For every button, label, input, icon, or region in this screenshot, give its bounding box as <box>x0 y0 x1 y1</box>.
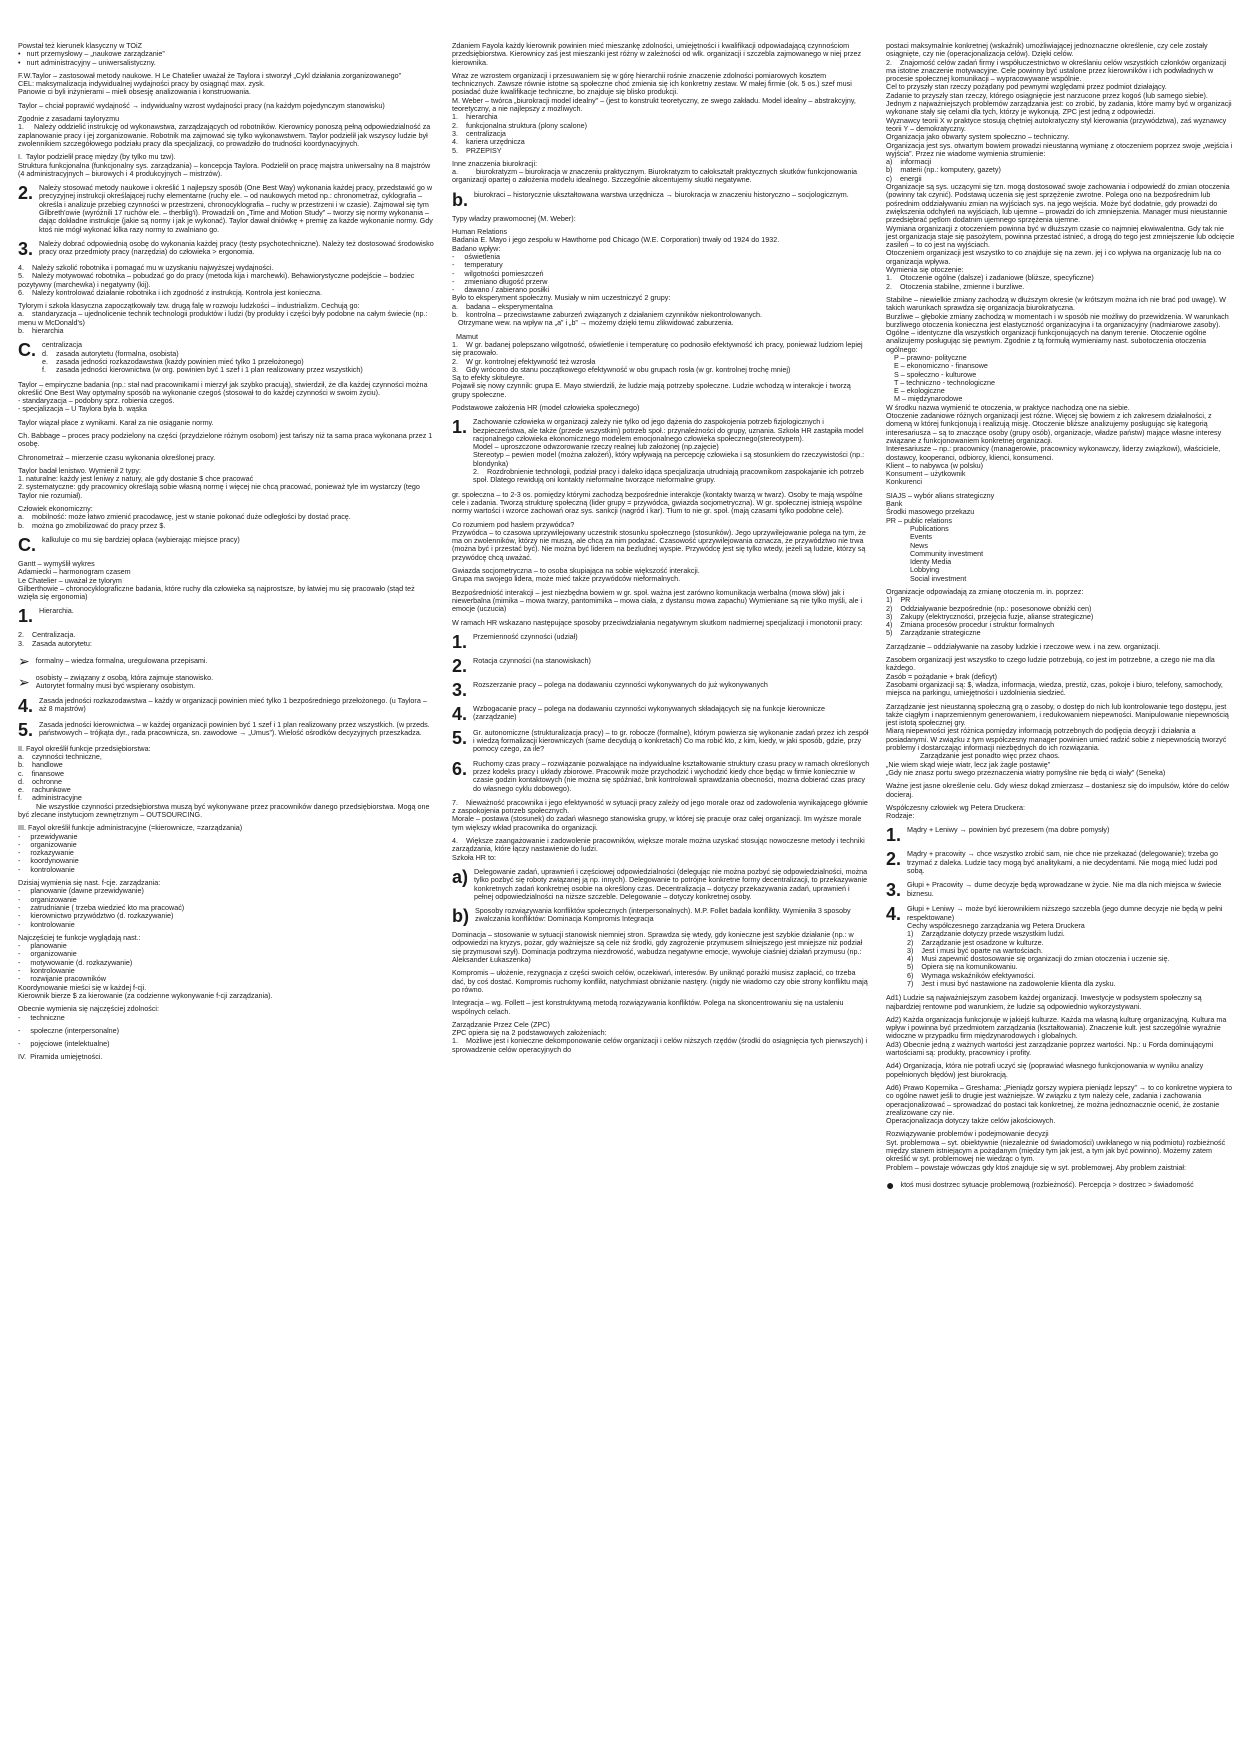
paragraph: 4. Należy szkolić robotnika i pomagać mu w uzyskaniu najwyższej wydajności. 5. Należy motywować robotnika – pobudzać go do pracy (metoda kija i marchewki). Behawiorystyczne podejście – bodziec pozytywny (marchewka) i negatywny (kij). 6. Należy kontrolować działanie robotnika i ich zgodność z instrukcją. Kontrola jest konieczna. <box>18 262 415 297</box>
paragraph: - społeczne (interpersonalne) <box>18 1025 120 1035</box>
item-text: Hierarchia. <box>39 606 74 616</box>
item-text: Gr. autonomiczne (strukturalizacja pracy) – to gr. robocze (formalne), którym powierza się wykonanie zadań przez ich zespół i wiedzą formalizacji kierowniczych (same decydują o konkretach) Co ma robić kto, z kim, kiedy, w jaki sposób, gdzie, przy pomocy czego, za ile? <box>473 727 871 754</box>
paragraph: Obecnie wymienia się najczęściej zdolności: - techniczne <box>18 1004 160 1022</box>
item-text: Zasada jedności kierownictwa – w każdej organizacji powinien być 1 szef i 1 plan realizowany przez wszystkich. (w przeds. państwowych – trójkąta dyr., rada pracownicza, sn. zawodowe → „Umus”). Wielość ośrodków decyzyjnych przeszkadza. <box>39 719 432 737</box>
paragraph: W ramach HR wskazano następujące sposoby przeciwdziałania negatywnym skutkom nadmiernej specjalizacji i monotonii pracy: <box>452 617 863 627</box>
arrow-right-icon: ➢ <box>18 653 30 670</box>
item-text: ktoś musi dostrzec sytuacje problemową (rozbieżność). Percepcja > dostrzec > świadomość <box>900 1179 1194 1189</box>
item-number: 2. <box>886 849 902 870</box>
item-letter: C. <box>18 340 36 361</box>
paragraph: 7. Nieważność pracownika i jego efektywność w sytuacji pracy zależy od jego morale oraz od zadowolenia wynikającego głównie z zaspokojenia potrzeb społecznych. Morale – postawa (stosunek) do zadań własnego stanowiska grupy, w której się pracuje oraz całej organizacji. Im wyższe morale tym większy wkład pracownika do organizacji. <box>452 797 868 832</box>
paragraph: Zasobem organizacji jest wszystko to czego ludzie potrzebują, co jest im potrzebne, a czego nie ma dla każdego. Zasób = pożądanie + brak (deficyt) Zasobami organizacji są: $, władza, informacja, wiedza, prestiż, czas, pokoje i biuro, telefony, samochody, miejsca na parkingu, umiejętności i uzdolnienia siedzieć. <box>886 655 1223 698</box>
paragraph: I. Taylor podzielił pracę między (by tylko mu tzw). Struktura funkcjonalna (funkcjonalny sys. zarządzania) – koncepcja Taylora. Podzielił on pracę majstra uniwersalny na 8 majstrów (4 administracyjnych – biurowych i 4 produkcyjnych – mistrzów). <box>18 152 431 178</box>
item-text: Ruchomy czas pracy – rozwiązanie pozwalające na indywidualne kształtowanie struktury czasu pracy w ramach określonych przez kodeks pracy i układy zbiorowe. Pracownik może przychodzić i wychodzić kiedy chce będąc w firmie koniecznie w czasie godzin kontaktowych (nie można się spóźniać, bnk kontrolowali sprawdzania obecności, można dobierać czas pracy do własnego cyklu dobowego). <box>473 758 872 793</box>
item-number: 5. <box>452 727 468 748</box>
paragraph: Najczęściej te funkcje wyglądają nast.: - planowanie - organizowanie - motywowanie (d. rozkazywanie) - kontrolowanie - rozwijanie pracowników Koordynowanie mieści się w każdej f-cji. Kierownik bierze $ za kierowanie (za codzienne wykonywanie f-cji zarządzania). <box>18 932 273 1000</box>
bullet-icon: ● <box>886 1176 895 1193</box>
paragraph: Zgodnie z zasadami tayloryzmu 1. Należy oddzielić instrukcję od wykonawstwa, zarządzających od robotników. Kierownicy ponoszą pełną odpowiedzialność za zaplanowanie pracy i jej zorganizowanie. Robotnik ma zajmować się tylko wykonawstwem. Taylor podzielił jak wszyscy ludzie był zwolennikiem szczegółowego podziału pracy dla specjalizacji, co prowadziło do trudności koordynacyjnych. <box>18 114 431 148</box>
arrow-item <box>18 654 436 668</box>
column-middle <box>452 42 870 1734</box>
paragraph: Ad6) Prawo Kopernika – Greshama: „Pieniądz gorszy wypiera pieniądz lepszy” → to co konkretne wypiera to co ogólne nawet jeśli to drugie jest ważniejsze. W związku z tym należy cele, zadania i zachowania operacjonalizować – sprowadzać do postaci tak konkretnej, że można jednoznacznie ocenić, że zostanie zrealizowane czy nie. Operacjonalizacja dotyczy także celów jakościowych. <box>886 1082 1232 1126</box>
paragraph: Typy władzy prawomocnej (M. Weber): <box>452 213 576 223</box>
paragraph: Inne znaczenia biurokracji: a. biurokratyzm – biurokracja w znaczeniu praktycznym. Biurokratyzm to całokształt praktycznych skutków funkcjonowania organizacji opartej o założenia modelu idealnego. Szczególnie akcentujemy skutki negatywne. <box>452 158 858 185</box>
item-text: Rozszerzanie pracy – polega na dodawaniu czynności wykonywanych do już wykonywanych <box>473 679 768 689</box>
item-text: osobisty – związany z osobą, która zajmuje stanowisko. Autorytet formalny musi być wspierany osobistym. <box>35 673 214 691</box>
paragraph: Taylor – empiryczne badania (np.: stał nad pracownikami i mierzył jak szybko pracują), stwierdził, że dla każdej czynności można określić One Best Way optymalny sposób na wykonanie czegoś (stosował to do każdej czynności w swoim życiu). - standaryzacja – podobny sprz. robienia czegoś. - specjalizacja – U Taylora była b. wąska <box>18 379 428 414</box>
paragraph: Co rozumiem pod hasłem przywódca? Przywódca – to czasowa uprzywilejowany uczestnik stosunku społecznego (stosunków). Jego uprzywilejowanie polega na tym, że ma on zwolenników, którzy nie muszą, ale chcą za nim podążać. Czasowość uprzywilejowania oznacza, że przywództwo nie trwa (można być i przestać być). Nie można być liderem na bezludnej wyspie. Przywódcę jest się tylko wtedy, jeżeli są ludzie, którzy są przywódcę chcą uważać. <box>452 519 866 562</box>
numbered-item <box>452 418 870 484</box>
paragraph: III. Fayol określił funkcje administracyjne (=kierownicze, =zarządzania) - przewidywanie - organizowanie - rozkazywanie - koordynowanie - kontrolowanie <box>18 823 243 874</box>
paragraph: Ważne jest jasne określenie celu. Gdy wiesz dokąd zmierzasz – dostaniesz się do impulsów, które do celów docieraj. <box>886 781 1231 799</box>
paragraph: F.W.Taylor – zastosował metody naukowe. H Le Chatelier uważał że Taylora i stworzył „Cykl działania zorganizowanego” CEL: maksymalizacja indywidualnej wydajności pracy by osiągnąć max. zysk. Panowie ci byli inżynierami – mieli obsesję analizowania i konstruowania. <box>18 70 401 97</box>
lettered-item <box>18 536 436 554</box>
paragraph: Integracja – wg. Follett – jest konstruktywną metodą rozwiązywania konfliktów. Polega na skoncentrowaniu się na ustaleniu wspólnych celach. <box>452 998 846 1016</box>
item-number: 3. <box>18 238 34 259</box>
paragraph: Ad4) Organizacja, która nie potrafi uczyć się (poprawiać własnego funkcjonowania w wyniku analizy popełnionych błędów) jest biurokracją. <box>886 1061 1206 1079</box>
lettered-item <box>18 341 436 374</box>
arrow-item <box>18 674 436 691</box>
paragraph: Bezpośredniość interakcji – jest niezbędna bowiem w gr. społ. ważna jest zarówno komunikacja werbalna (mowa słów) jak i niewerbalna (mimika – mowa twarzy, pantomimika – mowa ciała, z dystansu mowa zapachu) Wymieniane są nie tylko myśli, ale i emocje (uczucia) <box>452 587 865 614</box>
item-number: 3. <box>886 880 902 901</box>
item-number: 3. <box>452 679 468 700</box>
paragraph: Gwiazda socjometryczna – to osoba skupiająca na sobie większość interakcji. Grupa ma swojego lidera, może mieć także przywódców nieformalnych. <box>452 566 700 584</box>
paragraph: Wraz ze wzrostem organizacji i przesuwaniem się w górę hierarchii rośnie znaczenie zdolności pomiarowych kosztem technicznych. Zawsze równie istotne są społeczne choć zmienia się ich konkretny zestaw. W małej firmie (ok. 5 os.) szef musi posiadać duże kwalifikacje techniczne, bo znajduje się blisko produkcji. M. Weber – twórca „biurokracji model idealny” – (jest to konstrukt teoretyczny, ze swego zakładu. Model idealny – abstrakcyjny, teoretyczny, a nie najlepszy z możliwych. 1. hierarchia 2. funkcjonalna struktura (plony scalone) 3. centralizacja 4. kariera urzędnicza 5. PRZEPISY <box>452 70 856 155</box>
numbered-item <box>452 705 870 723</box>
item-text: Delegowanie zadań, uprawnień i częściowej odpowiedzialności (delegując nie można pozbyć się odpowiedzialności, można tylko pozbyć się roboty związanej ją np. innych). Delegowanie to potrójne konkretne formy decentralizacji, to przekazywanie konkretnych zadań konkretnej osobie na określony czas. Decentralizacja – dotyczy przekazywania zadań, uprawnień i pełnej odpowiedzialności na niższe szczeble. Delegowanie – dotyczy konkretnej osoby. <box>474 866 870 901</box>
item-text: Należy stosować metody naukowe i określić 1 najlepszy sposób (One Best Way) wykonania każdej pracy, przedstawić go w precyzyjnej instrukcji określającej ruchy elementarne (ruchy ele. – od naukowych metod np.: chronometraż, cyklografia – określa i analizuje przebieg czynności w przestrzeni, chronocyklografia – ruchy w przestrzeni i w czasie). Zajmował się tym Gilbreth'owie (wyróżnili 17 ruchów ele. – therblig'i). Prowadzili on „Time and Motion Study” – tworzy się normy wykonania – dając dokładne instrukcje (jakie są normy i jak je wykonać). Taylor dawał dniówkę + premię za każde wykonanie normy. Gdy ktoś nie mógł wykonać kilka razy normy to zwalniano go. <box>39 183 435 234</box>
paragraph: II. Fayol określił funkcje przedsiębiorstwa: a. czynności techniczne, b. handlowe c. finansowe d. ochronne e. rachunkowe f. administracyjne Nie wszystkie czynności przedsiębiorstwa muszą być wykonywane przez pracowników danego przedsiębiorstwa. Mogą one być zlecane instytucjom zewnętrznym – OUTSOURCING. <box>18 743 430 819</box>
bullet-item <box>886 1178 1236 1192</box>
column-right <box>886 42 1236 1734</box>
item-number: 1. <box>18 606 34 627</box>
paragraph: 4. Większe zaangażowanie i zadowolenie pracowników, większe morale można uzyskać stosując nowoczesne metody i techniki zarządzania, które łączy nastawienie do ludzi. Szkoła HR to: <box>452 836 865 862</box>
item-number: 6. <box>452 758 468 779</box>
paragraph: Taylor – chciał poprawić wydajność → indywidualny wzrost wydajności pracy (na każdym pojedynczym stanowisku) <box>18 100 385 110</box>
item-number: 2. <box>18 183 34 204</box>
paragraph: Człowiek ekonomiczny: a. mobilność: może łatwo zmienić pracodawcę, jest w stanie pokonać duże odległości by dostać pracę. b. można go zmobilizować do pracy przez $. <box>18 504 351 530</box>
paragraph: Tylorym i szkoła klasyczna zapoczątkowały tzw. drugą falę w rozwoju ludzkości – industrializm. Cechują go: a. standaryzacja – ujednolicenie technik technologii produktów i ludzi (by produkty i części były podobne na całym świecie (np.: menu w McDonald's) b. hierarchia <box>18 301 428 336</box>
item-text: Sposoby rozwiązywania konfliktów społecznych (interpersonalnych). M.P. Follet badała konflikty. Wymieniła 3 sposoby zwalczania konfliktów: Dominacja Kompromis Integracja <box>475 906 853 924</box>
item-text: Zachowanie człowieka w organizacji zależy nie tylko od jego dążenia do zaspokojenia potrzeb fizjologicznych i bezpieczeństwa, ale także (przede wszystkim) potrzeb społ.: przynależności do grupy, uznania. Szkoła HR zastąpiła model racjonalnego człowieka ekonomicznego modelem emocjonalnego człowieka społecznego(stereotypem). Model – uproszczone odwzorowanie rzeczy realnej lub założonej (np.zajęcie) Stereotyp – pewien model (można założeń), który wpływają na percepcję człowieka i są stosunkiem do rzeczywistości (np.: blondynka) 2. Rozdrobnienie technologii, podział pracy i daleko idąca specjalizacja utrudniają pracownikom zaspokajanie ich potrzeb społ. Dlatego rewidują oni kontakty nieformalne tworzące nieformalne grupy. <box>473 417 865 485</box>
numbered-item <box>886 850 1236 875</box>
numbered-item <box>886 905 1236 988</box>
paragraph: Powstał też kierunek klasyczny w TOiZ • nurt przemysłowy – „naukowe zarządzanie” • nurt administracyjny – uniwersalistyczny. <box>18 41 165 67</box>
paragraph: Organizacje odpowiadają za zmianę otoczenia m. in. poprzez: 1) PR 2) Oddziaływanie bezpośrednie (np.: posesonowe obniżki cen) 3) Zakupy (elektryczności, przejęcia fuzje, alianse strategiczne) 4) Zmiana procesów procedur i struktur formalnych 5) Zarządzanie strategiczne <box>886 587 1094 638</box>
item-text: Mądry + Leniwy → powinien być prezesem (ma dobre pomysły) <box>907 825 1110 835</box>
item-number: 4. <box>18 695 34 716</box>
item-letter: b. <box>452 189 468 210</box>
paragraph: Rozwiązywanie problemów i podejmowanie decyzji Syt. problemowa – syt. obiektywnie (niezależnie od świadomości) uwikłanego w nią podmiotu) rozbieżność między stanem istniejącym a pożądanym (między tym jak jest, a tym jak być powinno). Możemy zatem określić w syt. problemowej nie wiedząc o tym. Problem – powstaje wówczas gdy ktoś znajduje się w syt. problemowej. Aby problem zaistniał: <box>886 1129 1226 1172</box>
item-number: 4. <box>452 703 468 724</box>
numbered-item <box>452 681 870 699</box>
item-letter: b) <box>452 906 469 927</box>
section-heading: Podstawowe założenia HR (model człowieka społecznego) <box>452 402 640 412</box>
paragraph: Zarządzanie jest nieustanną społeczną grą o zasoby, o dostęp do nich lub kontrolowanie tego dostępu, jest także ciągłym i naprzemiennym generowaniem, i redukowaniem niepewności. Manipulowanie niepewnością jest istotą społecznej gry. Miarą niepewności jest różnica pomiędzy informacją potrzebnych do podjęcia decyzji i działania a posiadanymi. W związku z tym współczesny manager powinien umieć radzić sobie z niepewnością tworzyć problemy i dostarczając informacji niezbędnych do ich rozwiązania. Zarządzanie jest ponadto więc przez chaos. „Nie wiem skąd wieje wiatr, lecz jak żagle postawię” „Gdy nie znasz portu swego przeznaczenia wiatry pomyślne nie będą ci wiały” (Seneka) <box>886 701 1229 777</box>
paragraph: Taylor badał lenistwo. Wymienił 2 typy: 1. naturalne: każdy jest leniwy z natury, ale gdy dostanie $ chce pracować 2. systematyczne: gdy pracownicy określają sobie własną normę i więcej nie chcą pracować, ponieważ tyle im wystarczy (tego Taylor nie rozumiał). <box>18 465 420 500</box>
paragraph: Ad1) Ludzie są najważniejszym zasobem każdej organizacji. Inwestycje w podsystem społeczny są najbardziej rentowne pod warunkiem, że ludzie są odpowiednio wykorzystywani. <box>886 993 1204 1011</box>
numbered-item <box>452 729 870 754</box>
item-text: Wzbogacanie pracy – polega na dodawaniu czynności wykonywanych składających się na funkcje kierownicze (zarządzanie) <box>473 703 827 722</box>
numbered-item <box>452 633 870 651</box>
item-text: Rotacja czynności (na stanowiskach) <box>473 655 591 665</box>
item-text: Mądry + pracowity → chce wszystko zrobić sam, nie chce nie przekazać (delegowanie); trzeba go trzymać z daleka. Ludzie tacy mogą być analitykami, a nie decydentami. Nie mogą mieć ludzi pod sobą. <box>907 849 1221 876</box>
paragraph: 2. Centralizacja. 3. Zasada autorytetu: <box>18 630 92 648</box>
item-text: formalny – wiedza formalna, uregulowana przepisami. <box>35 655 208 665</box>
numbered-item <box>452 657 870 675</box>
numbered-item <box>18 721 436 739</box>
column-left <box>18 42 436 1734</box>
lettered-item <box>452 191 870 209</box>
item-text: Przemienność czynności (udział) <box>473 631 578 641</box>
paragraph: Zarządzanie – oddziaływanie na zasoby ludzkie i rzeczowe wew. i na zew. organizacji. <box>886 641 1161 651</box>
item-letter: a) <box>452 866 469 887</box>
item-text: Należy dobrać odpowiednią osobę do wykonania każdej pracy (testy psychotechniczne). Należy też dostosować środowisko pracy oraz przedmioty pracy (narzędzia) do człowieka > ergonomia. <box>39 238 436 257</box>
item-text: Głupi + Pracowity → dume decyzje będą wprowadzane w życie. Nie ma dla nich miejsca w świecie biznesu. <box>907 880 1224 898</box>
numbered-item <box>18 697 436 715</box>
paragraph: Współczesny człowiek wg Petera Druckera: Rodzaje: <box>886 802 1026 821</box>
item-number: 1. <box>452 417 468 438</box>
paragraph: Stabilne – niewielkie zmiany zachodzą w dłuższym okresie (w krótszym można ich nie brać pod uwagę). W takich warunkach sprawdza się organizacja biurokratyczna. Burzliwe – głębokie zmiany zachodzą w momentach i w sposób nie możliwy do przewidzenia. W warunkach burzliwego otoczenia konieczna jest elastyczność organizacyjna i ta organizacyjny (nadmiarowe zasoby). Ogólne – identyczne dla wszystkich organizacji funkcjonujących na danym terenie. Otoczenie ogólne analizujemy posługując się pewnym. Zgodnie z tą formułą wymieniamy nast. subotoczenia otoczenia ogólnego: P – prawno- polityczne E – ekonomiczno - finansowe S – społeczno - kulturowe T – techniczno - technologiczne E – ekologiczne M – międzynarodowe W środku nazwa wymienić te otoczenia, w praktyce nachodzą one na siebie. Otoczenie zadaniowe różnych organizacji jest różne. Więcej się bowiem z ich zakresem działalności, z domeną w której funkcjonują i realizują misję. Otoczenie bliższe analizujemy posługując się kategorią interesariusza – są to znaczące osoby (grupy osób), organizacje, władze państw) mające własne interesy związane z funkcjonowaniem konkretnej organizacji. Interesariusze – np.: pracownicy (managerowie, pracownicy wykonawczy, liderzy związkowi), właściciele, dostawcy, kooperanci, odbiorcy, klienci, konsumenci. Klient – to nabywca (w polsku) Konsument – użytkownik Konkurenci <box>886 294 1229 487</box>
item-text: kalkuluje co mu się bardziej opłaca (wybierając miejsce pracy) <box>42 534 240 544</box>
paragraph: SIAJS – wybór alians strategiczny Bank Środki masowego przekazu PR – public relations Publications Events News Community investment Identy Media Lobbying Social investment <box>886 490 995 583</box>
paragraph: Ad2) Każda organizacja funkcjonuje w jakiejś kulturze. Każda ma własną kulturę organizacyjną. Kultura ma wpływ i powinna być przedmiotem zarządzania (kształtowania). Znaczenie kult. jest szczególnie wyraźnie widoczne w przypadku firm międzynarodowych i globalnych. Ad3) Obecnie jedną z ważnych wartości jest zarządzanie poprzez wartości. Np.: u Forda dominującymi wartościami są: produkty, pracownicy i profity. <box>886 1014 1227 1058</box>
item-number: 4. <box>886 904 902 925</box>
paragraph: Ch. Babbage – proces pracy podzielony na części (przydzielone różnym osobom) jest tańszy niż ta sama praca wykonana przez 1 osobę. <box>18 430 435 449</box>
arrow-right-icon: ➢ <box>18 674 30 691</box>
paragraph: Human Relations Badania E. Mayo i jego zespołu w Hawthorne pod Chicago (W.E. Corporation) trwały od 1924 do 1932. Badano wpływ: - oświetlenia - temperatury - wilgotności pomieszczeń - zmieniano długość przerw - dawano / zabierano posiłki Było to eksperyment społeczny. Musiały w nim uczestniczyć 2 grupy: a. badana – eksperymentalna b. kontrolna – przeciwstawne zaburzeń związanych z działaniem czynników niekontrolowanych. Otrzymane wew. na wpływ na „a” i „b” → możemy dzięki temu zlikwidować zaburzenia. <box>452 227 780 328</box>
paragraph: - pojęciowe (intelektualne) <box>18 1039 110 1049</box>
paragraph: Dzisiaj wymienia się nast. f-cje. zarządzania: - planowanie (dawne przewidywanie) - organizowanie - zatrudnianie ( trzeba wiedzieć kto ma pracować) - kierownictwo przywództwo (d. rozkazywanie) - kontrolowanie <box>18 878 185 929</box>
paragraph: postaci maksymalnie konkretnej (wskaźnik) umożliwiającej jednoznaczne określenie, czy cele zostały osiągnięte, czy nie (operacjonalizacja celów). Dzięki celów. 2. Znajomość celów zadań firmy i współuczestnictwo w określaniu celów wszystkich członków organizacji ma istotne znaczenie motywacyjne. Cele powinny być ustalone przez kierowników i ich podwładnych w procesie społecznej komunikacji – wypracowywane wspólnie. Cel to przyszły stan rzeczy pożądany pod pewnymi względami przez podmiot działający. Zadanie to przyszły stan rzeczy, którego osiągnięcie jest narzucone przez kogoś (lub samego siebie). Jednym z najważniejszych problemów zarządzania jest: co zrobić, by zadania, które mamy być w organizacji wykonane stały się celami dla tych, którzy je wykonują. ZPC jest jedną z odpowiedzi. Wyznawcy teorii X w praktyce stosują chętniej autokratyczny styl kierowania (przywództwa), zaś wyznawcy teorii Y – demokratyczny. Organizacja jako obwarty system społeczno – techniczny. Organizacja jest sys. otwartym bowiem prowadzi nieustanną wymianę z otoczeniem poprzez swoje „wejścia i wyjścia”. Przez nie wiadome wymienia strumienie: a) informacji b) materii (np.: komputery, gazety) c) energii Organizacje są sys. uczącymi się tzn. mogą dostosować swoje zachowania i odpowiedź do zmian otoczenia (powinny tak czynić). Podstawą uczenia się jest sprzężenie zwrotne. Polega ono na bezpośrednim lub pośrednim oddziaływaniu zmian na wyjściach sys. na jego wejścia. Może być dodatnie, gdy prowadzi do zwiększenia odchyleń na wyjściach, lub ujemne – prowadzi do ich zmniejszenia. Manager musi nieustannie przedsiębrać pętlom dodatnim ujemnego sprzężenia ujemne. Wymiana organizacji z otoczeniem powinna być w dłuższym czasie co najmniej ekwiwalentna. Gdy tak nie jest organizacja staje się pasożytem, powinna przestać istnieć, a drogą do tego jest zmniejszenie lub odcięcie zasileń – to co jest na wyjściach. Otoczeniem organizacji jest wszystko to co znajduje się na zewn. jej i co wpływa na organizację lub na co organizacja wpływa. Wymienia się otoczenie: 1. Otoczenie ogólne (dalsze) i zadaniowe (bliższe, specyficzne) 2. Otoczenia stabilne, zmienne i burzliwe. <box>886 41 1235 291</box>
item-number: 2. <box>452 655 468 676</box>
paragraph: IV. Piramida umiejętności. <box>18 1052 103 1062</box>
item-number: 1. <box>452 631 468 652</box>
numbered-item <box>452 760 870 793</box>
numbered-item <box>886 881 1236 899</box>
paragraph: Zarządzanie Przez Cele (ZPC) ZPC opiera się na 2 podstawowych założeniach: 1. Możliwe jest i konieczne dekomponowanie celów organizacji i celów niższych rzędów (środki do osiągnięcia tych pierwszych) i sprowadzenie celów operacyjnych do <box>452 1019 868 1054</box>
lettered-item <box>452 907 870 925</box>
numbered-item <box>18 184 436 234</box>
paragraph: Dominacja – stosowanie w sytuacji stanowisk niemniej stron. Sprawdza się wtedy, gdy konieczne jest szybkie działanie (np.: w odpowiedzi na kryzys, pożar, gdy ważniejsze są cele niż środki, gdy zagrożenie przymusem silniejszego jest mniejsze niż podział się przymusowi szył). Dominacja podtrzyma niezdrowość, wabudza negatywne emocje, wywołuje ciaśniej działań przymusu (np.: Aleksander Łukaszenka) <box>452 930 865 965</box>
numbered-item <box>18 607 436 625</box>
item-number: 1. <box>886 825 902 846</box>
paragraph: Zdaniem Fayola każdy kierownik powinien mieć mieszankę zdolności, umiejętności i kwalifikacji odpowiadającą czynnościom przedsiębiorstwa. Kierownicy zaś jest mieszanki jest różny w zależności od wlk. organizacji i szczebla zajmowanego w niej przez kierownika. <box>452 41 864 67</box>
item-text: Zasada jedności rozkazodawstwa – każdy w organizacji powinien mieć tylko 1 bezpośredniego przełożonego. (u Taylora – aż 8 majstrów) <box>39 695 429 713</box>
paragraph: gr. społeczna – to 2-3 os. pomiędzy którymi zachodzą bezpośrednie interakcje (kontakty twarzą w twarz). Osoby te mają wspólne cele i zadania. Tworzą strukturę społeczną (lider grupy = przywódca, gwiazda socjometryczna). W gr. społecznej istnieją wspólne normy wartości i wzorce zachowań oraz sys. sankcji (nagród i kar). Tłum to nie gr. społ. (mają czasami tylko podobne cele). <box>452 489 865 516</box>
numbered-item <box>18 240 436 258</box>
item-text: biurokraci – historycznie ukształtowana warstwa urzędnicza → biurokracja w znaczeniu historyczno – socjologicznym. <box>474 189 849 199</box>
lettered-item <box>452 868 870 901</box>
paragraph: Taylor wiązał płace z wynikami. Karał za nie osiąganie normy. <box>18 417 214 427</box>
item-letter: C. <box>18 534 36 555</box>
paragraph: Mamut 1. W gr. badanej polepszano wilgotność, oświetlenie i temperaturę co podnosiło efektywność ich pracy, ponieważ ludziom lepiej się pracowało. 2. W gr. kontrolnej efektywność też wzrosła 3. Gdy wrócono do stanu początkowego efektywność w obu grupach rosła (w gr. kontrolnej trochę mniej) Są to efekty skituleyre. Pojawił się nowy czynnik: grupa E. Mayo stwierdzili, że ludzie mają potrzeby społeczne. Ludzie wchodzą w interakcje i tworzą grupy społeczne. <box>452 331 863 399</box>
item-number: 5. <box>18 719 34 740</box>
item-text: Głupi + Leniwy → może być kierownikiem niższego szczebla (jego dumne decyzje nie będą w pełni respektowane) Cechy współczesnego zarządzania wg Petera Druckera 1) Zarządzanie dotyczy przede wszystkim ludzi. 2) Zarządzanie jest osadzone w kulturze. 3) Jest i musi być oparte na wartościach. 4) Musi zapewnić dostosowanie się organizacji do zmian otoczenia i uczenie się. 5) Opiera się na komunikowaniu. 6) Wymaga wskaźników efektywności. 7) Jest i musi być nastawione na zadowolenie klienta dla zysku. <box>907 904 1223 988</box>
item-text: centralizacja d. zasada autorytetu (formalna, osobista) e. zasada jedności rozkazodawstwa (każdy powinien mieć tylko 1 przełożonego) f. zasada jedności kierownictwa (w org. powinien być 1 szef i 1 plan realizowany przez wszystkich) <box>42 340 363 375</box>
paragraph: Chronometraż – mierzenie czasu wykonania określonej pracy. <box>18 452 216 462</box>
numbered-item <box>886 826 1236 844</box>
paragraph: Kompromis – ułożenie, rezygnacja z części swoich celów, oczekiwań, interesów. By uniknąć porażki musisz zapłacić, co trzeba dać, by coś dostać. Kompromis ruchomy konflikt, natychmiast obniżanie nastęry. (nigdy nie wiadomo czy obie strony konfliktu mają po równo. <box>452 968 870 994</box>
paragraph: Gantt – wymyślił wykres Adamiecki – harmonogram czasem Le Chatelier – uważał że tylorym Gilberthowie – chronocyklograficzne badania, które ruchy dla człowieka są najprostsze, by łatwiej mu się pracowało (stąd też wzięła się ergonomia) <box>18 558 415 602</box>
